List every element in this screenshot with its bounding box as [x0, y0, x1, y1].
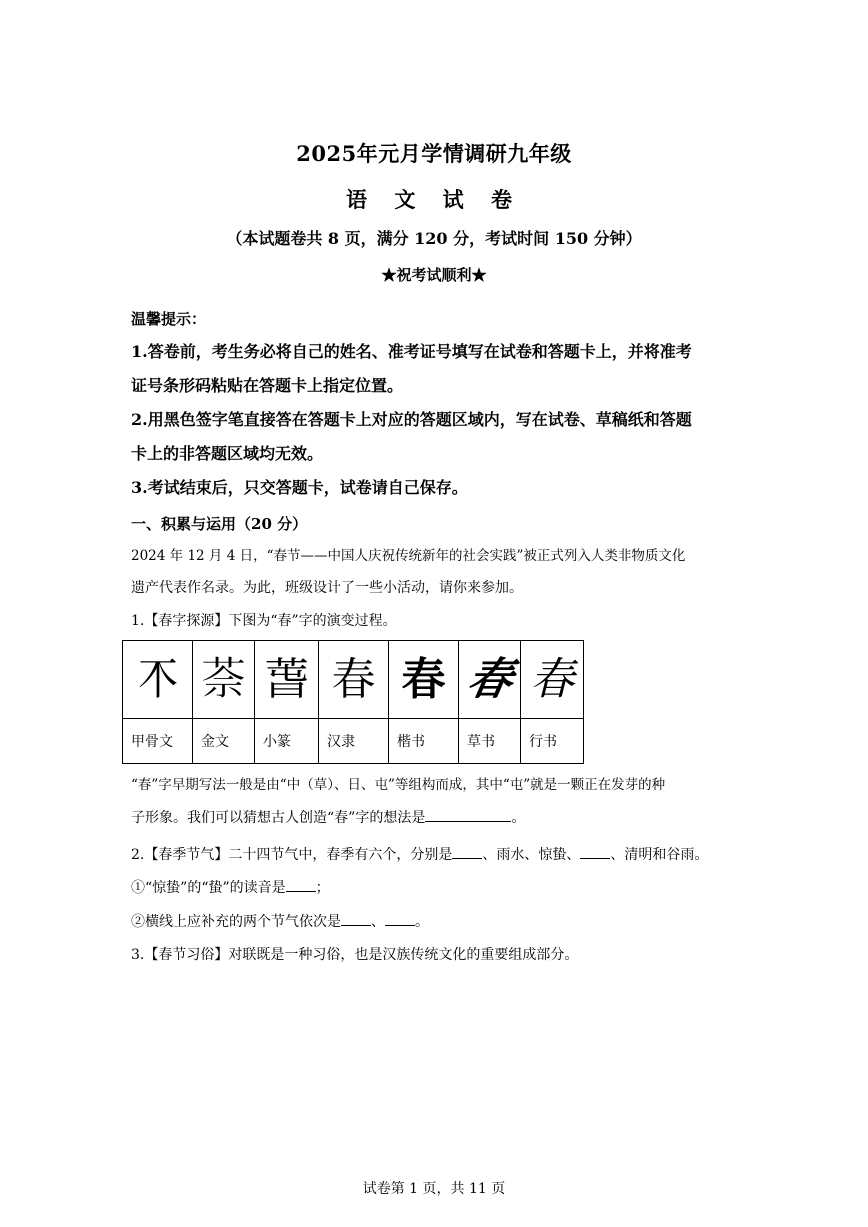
- question-2-sub-2-mid: 、: [371, 914, 385, 930]
- glyph-caoshu: 春: [463, 653, 517, 705]
- glyph-cell-xiaozhuan: [255, 641, 319, 719]
- label-row: [123, 719, 584, 764]
- notice-item-2-line-2: 卡上的非答题区域均无效。: [131, 444, 324, 463]
- glyph-cell-jinwen: [193, 641, 255, 719]
- question-2-sub-1: [131, 873, 751, 903]
- notice-item-1-line-2: 证号条形码粘贴在答题卡上指定位置。: [131, 376, 404, 395]
- notice-heading: 温馨提示：: [131, 310, 207, 328]
- glyph-jinwen: 𦯬: [201, 653, 246, 705]
- glyph-row: [123, 641, 584, 719]
- script-label: 金文: [193, 719, 255, 764]
- question-2: [131, 840, 751, 870]
- notice-item-1-line-1: 1.答卷前，考生务必将自己的姓名、准考证号填写在试卷和答题卡上，并将准考: [131, 342, 692, 361]
- answer-blank[interactable]: [341, 909, 371, 926]
- glyph-xingshu: 春: [530, 653, 574, 705]
- glyph-cell-caoshu: [459, 641, 521, 719]
- chun-evolution-table: [122, 640, 584, 764]
- question-2-sub-1-text: ①“惊蛰”的“蛰”的读音是: [131, 880, 286, 896]
- answer-blank[interactable]: [286, 875, 316, 892]
- answer-blank[interactable]: [385, 909, 415, 926]
- glyph-cell-kaishu: [389, 641, 459, 719]
- script-label: 甲骨文: [123, 719, 193, 764]
- question-2-sub-2: [131, 907, 751, 937]
- script-label: 草书: [459, 719, 521, 764]
- script-label: 汉隶: [319, 719, 389, 764]
- glyph-cell-hanli: [319, 641, 389, 719]
- script-label: 行书: [521, 719, 584, 764]
- question-1-text-end: 。: [511, 810, 526, 826]
- glyph-xiaozhuan: 萅: [264, 653, 309, 705]
- question-2-part-3: 、清明和谷雨。: [610, 847, 709, 863]
- glyph-jiaguwen: 𣎴: [137, 653, 178, 705]
- section-1-heading: 一、积累与运用（20 分）: [131, 515, 308, 533]
- answer-blank[interactable]: [580, 842, 610, 859]
- section-1-intro-line-1: 2024 年 12 月 4 日，“春节——中国人庆祝传统新年的社会实践”被正式列入人类非物质文化: [131, 548, 686, 564]
- page-footer: 试卷第 1 页，共 11 页: [362, 1181, 506, 1197]
- exam-wish: ★祝考试顺利★: [381, 266, 487, 284]
- script-label: 楷书: [389, 719, 459, 764]
- answer-blank[interactable]: [425, 805, 511, 822]
- notice-item-3: 3.考试结束后，只交答题卡，试卷请自己保存。: [131, 478, 468, 497]
- script-label: 小篆: [255, 719, 319, 764]
- question-1-text-line-1: “春”字早期写法一般是由“中（草）、日、屯”等组构而成，其中“屯”就是一颗正在发芽的种: [131, 777, 666, 793]
- question-1-prompt: 1.【春字探源】下图为“春”字的演变过程。: [131, 613, 397, 629]
- notice-item-2-line-1: 2.用黑色签字笔直接答在答题卡上对应的答题区域内，写在试卷、草稿纸和答题: [131, 410, 692, 429]
- exam-subject: 语 文 试 卷: [346, 187, 522, 212]
- glyph-cell-xingshu: [521, 641, 584, 719]
- question-2-part-1: 2.【春季节气】二十四节气中，春季有六个，分别是: [131, 847, 453, 863]
- question-1-text-line-2: [131, 803, 751, 833]
- question-3: 3.【春节习俗】对联既是一种习俗，也是汉族传统文化的重要组成部分。: [131, 947, 579, 963]
- glyph-kaishu: 春: [401, 653, 446, 705]
- question-2-sub-2-text: ②横线上应补充的两个节气依次是: [131, 914, 341, 930]
- question-1-text: 子形象。我们可以猜想古人创造“春”字的想法是: [131, 810, 426, 826]
- glyph-hanli: 春: [331, 653, 376, 705]
- question-2-sub-2-end: 。: [415, 914, 429, 930]
- exam-title: 2025年元月学情调研九年级: [296, 141, 572, 166]
- question-2-sub-1-end: ；: [315, 880, 330, 896]
- exam-info: （本试题卷共 8 页，满分 120 分，考试时间 150 分钟）: [226, 229, 642, 248]
- glyph-cell-jiaguwen: [123, 641, 193, 719]
- section-1-intro-line-2: 遗产代表作名录。为此，班级设计了一些小活动，请你来参加。: [131, 580, 523, 596]
- answer-blank[interactable]: [452, 842, 482, 859]
- question-2-part-2: 、雨水、惊蛰、: [482, 847, 581, 863]
